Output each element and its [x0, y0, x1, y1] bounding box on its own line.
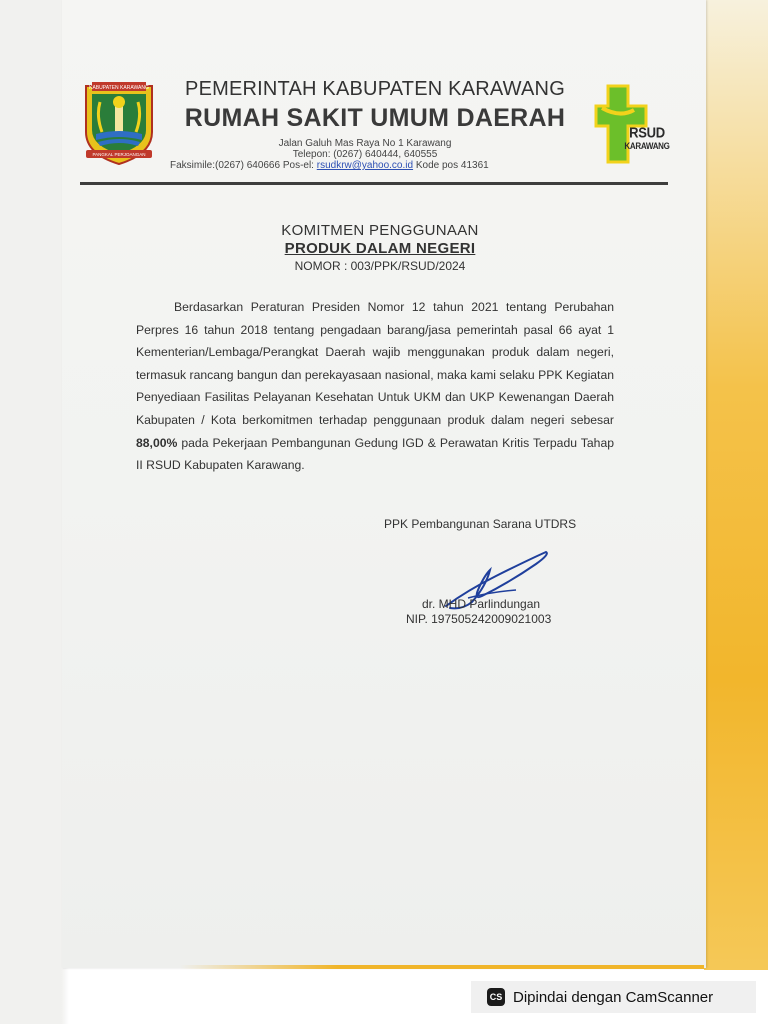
- emblem-motto-text: PANGKAL PERJOANGAN: [92, 152, 146, 157]
- emblem-top-text: KABUPATEN KARAWANG: [89, 85, 149, 91]
- postal-code: Kode pos 41361: [415, 160, 489, 171]
- page-edge-shadow: [180, 965, 704, 969]
- body-paragraph: [136, 296, 614, 477]
- email-link[interactable]: rsudkrw@yahoo.co.id: [316, 160, 414, 171]
- government-name: PEMERINTAH KABUPATEN KARAWANG: [185, 78, 565, 100]
- rsud-logo-bottom: KARAWANG: [624, 141, 670, 152]
- desk-surface: [704, 0, 768, 970]
- address-line: Jalan Galuh Mas Raya No 1 Karawang: [278, 138, 452, 149]
- letterhead-divider: [80, 182, 668, 185]
- rsud-logo-top: RSUD: [629, 123, 665, 142]
- document-title-line1: KOMITMEN PENGGUNAAN: [281, 222, 479, 239]
- document-title-line2: [160, 240, 600, 257]
- signatory-nip: NIP. 197505242009021003: [406, 612, 552, 626]
- karawang-emblem-icon: [82, 80, 156, 166]
- document-title-underlined: PRODUK DALAM NEGERI: [284, 240, 476, 257]
- rsud-logo-text: [624, 123, 670, 154]
- document-number: NOMOR : 003/PPK/RSUD/2024: [294, 259, 466, 273]
- signatory-role: PPK Pembangunan Sarana UTDRS: [384, 517, 577, 531]
- signatory-name: dr. MHD Parlindungan: [422, 597, 541, 611]
- phone-line: Telepon: (0267) 640444, 640555: [292, 149, 438, 160]
- camscanner-icon: CS: [487, 988, 505, 1006]
- contact-line: [170, 160, 530, 171]
- body-part2: pada Pekerjaan Pembangunan Gedung IGD & Perawatan Kritis Terpadu Tahap II RSUD Kabupaten Karawang.: [136, 435, 614, 473]
- camscanner-watermark: [471, 981, 756, 1013]
- hospital-name: RUMAH SAKIT UMUM DAERAH: [184, 104, 566, 132]
- body-part1: Berdasarkan Peraturan Presiden Nomor 12 tahun 2021 tentang Perubahan Perpres 16 tahun 2018 tentang pengadaan barang/jasa pemerintah pasal 66 ayat 1 Kementerian/Lembaga/Perangkat Daerah wajib menggunakan produk dalam negeri, termasuk rancang bangun dan perekayasaan nasional, maka kami selaku PPK Kegiatan Penyediaan Fasilitas Pelayanan Kesehatan Untuk UKM dan UKP Kewenangan Daerah Kabupaten / Kota berkomitmen terhadap penggunaan produk dalam negeri sebesar: [136, 300, 614, 427]
- percentage-value: 88,00%: [136, 435, 178, 450]
- fax-label: Faksimile:(0267) 640666 Pos-el:: [170, 160, 314, 171]
- camscanner-text: Dipindai dengan CamScanner: [513, 988, 714, 1006]
